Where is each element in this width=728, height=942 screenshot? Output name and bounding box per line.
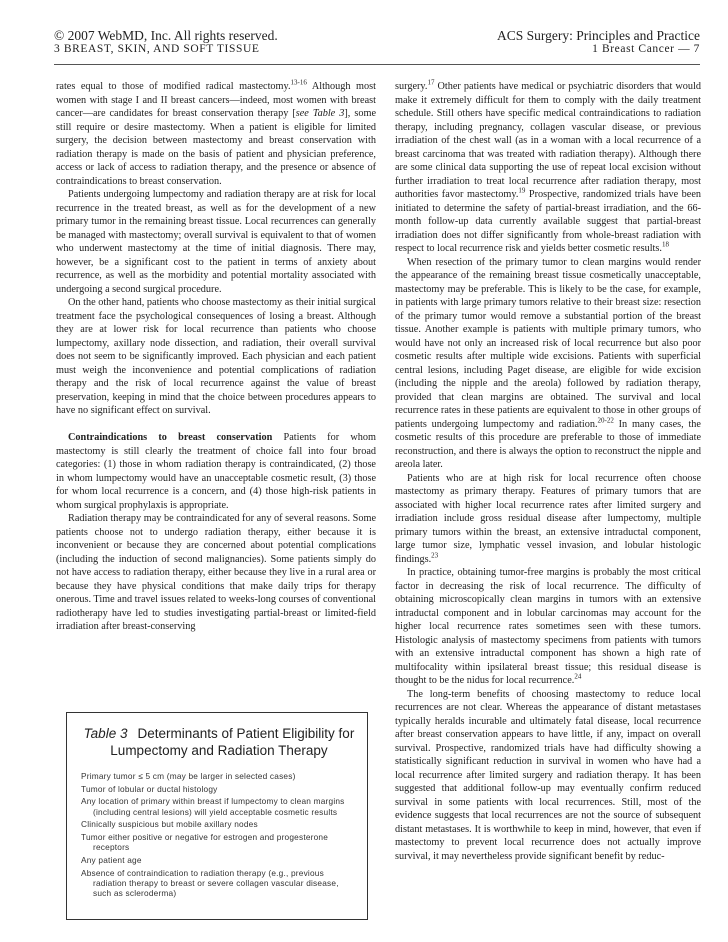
table-item: Tumor either positive or negative for estrogen and progesterone receptors	[81, 832, 329, 853]
chapter-page: 1 Breast Cancer — 7	[592, 43, 700, 55]
table-item: Primary tumor ≤ 5 cm (may be larger in selected cases)	[81, 771, 296, 781]
paragraph: surgery.$^{17}$ Other patients have medical or psychiatric disorders that would make it extremely difficult for them to comply with the daily treatment schedule. Still others have specific medical contraindications to radiation therapy, including pregnancy, collagen vascular disease, or previous irradiation of the chest wall (as in a woman with a local recurrence of a breast carcinoma that was treated with radiation therapy). Although there are some clinical data supporting the use of repeat local excision without further irradiation to treat local recurrence after radiation therapy, most authorities favor mastectomy.$^{19}$ Prospective, randomized trials have been initiated to determine the safety of partial-breast irradiation, and the 66-month follow-up data currently available suggest that partial-breast irradiation does not differ significantly from whole-breast radiation with respect to local recurrence risk and yields better cosmetic results.$^{18}$	[395, 78, 701, 254]
section-title: 3 BREAST, SKIN, AND SOFT TISSUE	[54, 43, 260, 55]
table-items	[81, 771, 357, 898]
paragraph: The long-term benefits of choosing mastectomy to reduce local recurrences are not clear. Whereas the appearance of distant metastases typically heralds incurable and ultimately fatal disease, local recurrence after breast conservation appears to have little, if any, impact on overall survival. Prospective, randomized trials have had difficulty showing a statistically significant reduction in survival in women who have had a local recurrence after limited surgery and radiation therapy. It has been suggested that additional follow-up may eventually confirm reduced survival in some patients with local recurrences. Still, most of the evidence suggests that local recurrences are not the source of subsequent distant metastases. It is worthwhile to keep in mind, however, that even if mastectomy to prevent local recurrence does not actually improve survival, it may nevertheless provide significant benefit by reduc-	[395, 688, 701, 862]
copyright-notice: © 2007 WebMD, Inc. All rights reserved.	[54, 28, 278, 43]
table-item: Tumor of lobular or ductal histology	[81, 783, 218, 794]
header-rule	[54, 64, 700, 65]
paragraph: When resection of the primary tumor to clean margins would render the appearance of the remaining breast tissue cosmetically unacceptable, mastectomy may be preferable. This is likely to be the case, for example, in patients with large primary tumors relative to their breast size: resection of the primary tumor would remove a substantial portion of the breast tissue. Another example is patients with multiple primary tumors, who would have not only an increased risk of local recurrence but also poor cosmetic results after multiple wide excisions. Patients with superficial central lesions, including Paget disease, are eligible for wide excision (including the nipple and the areola) followed by radiation therapy, provided that clean margins are obtained. The survival and local recurrence rates in these patients are equivalent to those in other groups of patients undergoing lumpectomy and radiation.$^{20-22}$ In many cases, the cosmetic results of this procedure are preferable to those of immediate reconstruction, and there is always the option to reconstruct the nipple and areola later.	[395, 256, 701, 470]
paragraph: Patients who are at high risk for local recurrence often choose mastectomy as primary therapy. Features of primary tumors that are associated with higher local recurrence rates after limited surgery and irradiation include gross residual disease after lumpectomy, multiple primary tumors within the breast, an extensive intraductal component, large tumor size, lymphatic vessel invasion, and lobular histologic findings.$^{23}$	[395, 472, 701, 565]
subheading: Contraindications to breast conservation	[68, 432, 273, 443]
book-title: ACS Surgery: Principles and Practice	[497, 28, 700, 43]
paragraph: Patients undergoing lumpectomy and radiation therapy are at risk for local recurrence in the treated breast, as well as for the development of a new primary tumor in the remaining breast tissue. Local recurrences can generally be managed with mastectomy; overall survival is equivalent to that of women who underwent mastectomy at the time of initial diagnosis. There may, however, be a significant cost to the patient in terms of anxiety about recurrence, as well as the morbidity and potential mortality associated with undergoing a second surgical procedure.	[56, 189, 376, 295]
table-item: Absence of contraindication to radiation therapy (e.g., previous radiation therapy to breast or severe collagen vascular disease, such as scleroderma)	[81, 867, 339, 899]
paragraph: rates equal to those of modified radical mastectomy.$^{13-16}$ Although most women with stage I and II breast cancers—indeed, most women with breast cancer—are candidates for breast conservation therapy [see Table 3], some still require or desire mastectomy. When a patient is eligible for limited surgery, the decision between mastectomy and breast conservation with radiation therapy is made on the basis of patient and physician preference, access or lack of access to radiation therapy, and the presence or absence of contraindications to breast conservation.	[56, 78, 376, 187]
paragraph: Contraindications to breast conservation Patients for whom mastectomy is still clearly the treatment of choice fall into four broad categories: (1) those in whom radiation therapy is contraindicated, (2) those in whom lumpectomy would have an unacceptable cosmetic result, (3) those for whom local recurrence is a concern, and (4) those high-risk patients in whom surgical prophylaxis is appropriate.	[56, 432, 376, 511]
paragraph: In practice, obtaining tumor-free margins is probably the most critical factor in decreasing the risk of local recurrence. The difficulty of obtaining microscopically clean margins in tumors with an extensive intraductal component and in lobular carcinomas may account for the higher local recurrence rates sometimes seen with these tumors. Histologic analysis of mastectomy specimens from patients with tumors with an extensive intraductal component has shown a high rate of multifocality within ipsilateral breast tissue; this residual disease is thought to be the nidus for local recurrence.$^{24}$	[395, 567, 701, 686]
table-item: Any patient age	[81, 854, 142, 865]
table-title: Table 3 Determinants of Patient Eligibility for Lumpectomy and Radiation Therapy	[83, 726, 355, 758]
left-column	[56, 80, 376, 634]
table-item: Clinically suspicious but mobile axillary nodes	[81, 819, 258, 830]
table-item: Any location of primary within breast if lumpectomy to clean margins (including central lesions) will yield acceptable cosmetic results	[81, 796, 345, 817]
paragraph: On the other hand, patients who choose mastectomy as their initial surgical treatment face the psychological consequences of losing a breast. Although they are at lower risk for local recurrence than patients who choose lumpectomy, axillary node dissection, and radiation, their overall survival does not seem to be significantly improved. Each physician and each patient must weigh the inconvenience and potential complications of radiation therapy and the risk of local recurrence against the value of breast preservation, keeping in mind that the choice between procedures appears to have no significant effect on survival.	[56, 297, 376, 416]
right-column	[395, 80, 701, 863]
paragraph: Radiation therapy may be contraindicated for any of several reasons. Some patients choose not to undergo radiation therapy, either because it is inconvenient or because they are concerned about potential complications (including the induction of second malignancies). Some patients simply do not have access to radiation therapy, either because they live in a rural area or because they have physical conditions that make daily trips for therapy onerous. Time and travel issues related to weeks-long courses of conventional radiotherapy have led to studies investigating partial-breast or limited-field irradiation after breast-conserving	[56, 513, 376, 632]
table-3	[66, 712, 368, 920]
